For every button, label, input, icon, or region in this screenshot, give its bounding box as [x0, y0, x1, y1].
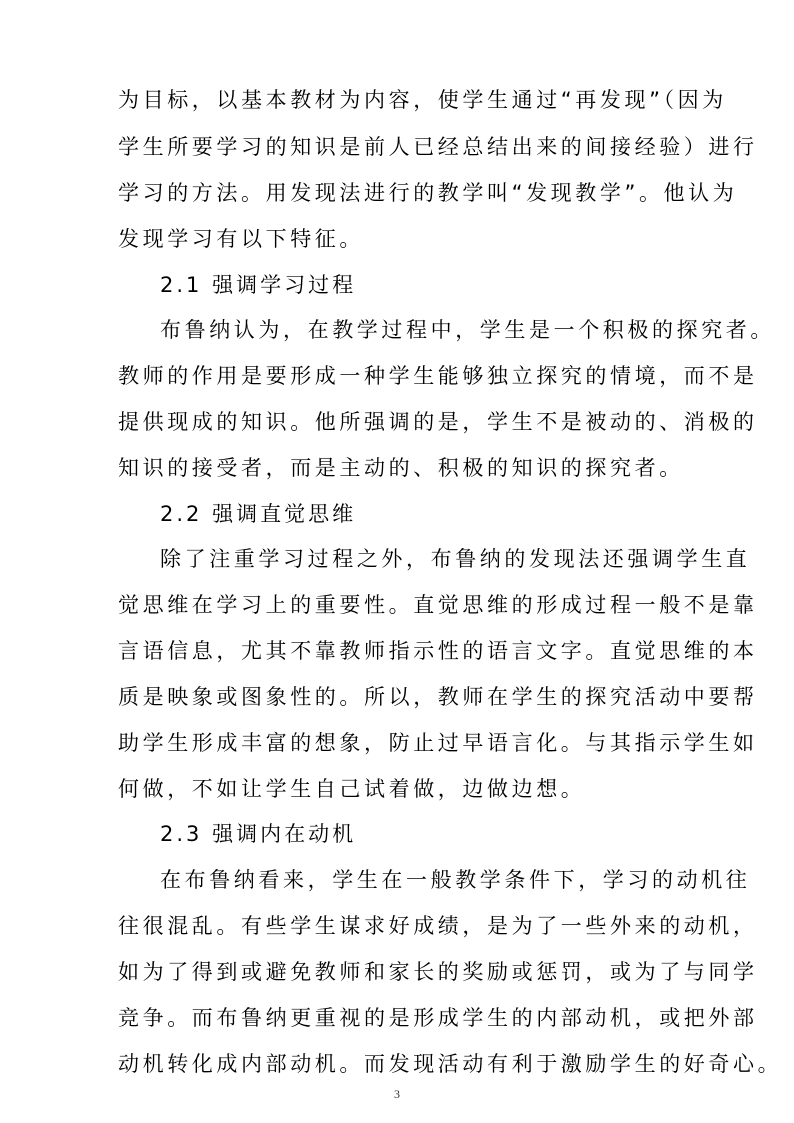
body-line: 动机转化成内部动机。而发现活动有利于激励学生的好奇心。: [118, 1052, 783, 1076]
section-heading-2-3: 2.3 强调内在动机: [160, 822, 357, 846]
body-line: 知识的接受者，而是主动的、积极的知识的探究者。: [118, 456, 684, 480]
body-line: 何做，不如让学生自己试着做，边做边想。: [118, 777, 586, 801]
body-line: 竞争。而布鲁纳更重视的是形成学生的内部动机，或把外部: [118, 1006, 758, 1030]
body-line: 助学生形成丰富的想象，防止过早语言化。与其指示学生如: [118, 731, 758, 755]
section-heading-2-2: 2.2 强调直觉思维: [160, 502, 357, 526]
body-line: 如为了得到或避免教师和家长的奖励或惩罚，或为了与同学: [118, 960, 758, 984]
body-line: 提供现成的知识。他所强调的是，学生不是被动的、消极的: [118, 410, 758, 434]
body-line: 除了注重学习过程之外，布鲁纳的发现法还强调学生直: [160, 547, 751, 571]
body-line: 学生所要学习的知识是前人已经总结出来的间接经验）进行: [118, 135, 758, 159]
body-line: 质是映象或图象性的。所以，教师在学生的探究活动中要帮: [118, 685, 758, 709]
body-line: 教师的作用是要形成一种学生能够独立探究的情境，而不是: [118, 364, 758, 388]
body-line: 为目标，以基本教材为内容，使学生通过“再发现”（因为: [118, 88, 727, 112]
body-line: 学习的方法。用发现法进行的教学叫“发现教学”。他认为: [118, 181, 738, 205]
body-line: 布鲁纳认为，在教学过程中，学生是一个积极的探究者。: [160, 318, 775, 342]
body-line: 觉思维在学习上的重要性。直觉思维的形成过程一般不是靠: [118, 593, 758, 617]
section-heading-2-1: 2.1 强调学习过程: [160, 273, 357, 297]
body-line: 在布鲁纳看来，学生在一般教学条件下，学习的动机往: [160, 868, 751, 892]
page-number: 3: [394, 1087, 400, 1101]
body-line: 言语信息，尤其不靠教师指示性的语言文字。直觉思维的本: [118, 639, 758, 663]
body-line: 发现学习有以下特征。: [118, 227, 364, 251]
body-line: 往很混乱。有些学生谋求好成绩，是为了一些外来的动机，: [118, 914, 758, 938]
